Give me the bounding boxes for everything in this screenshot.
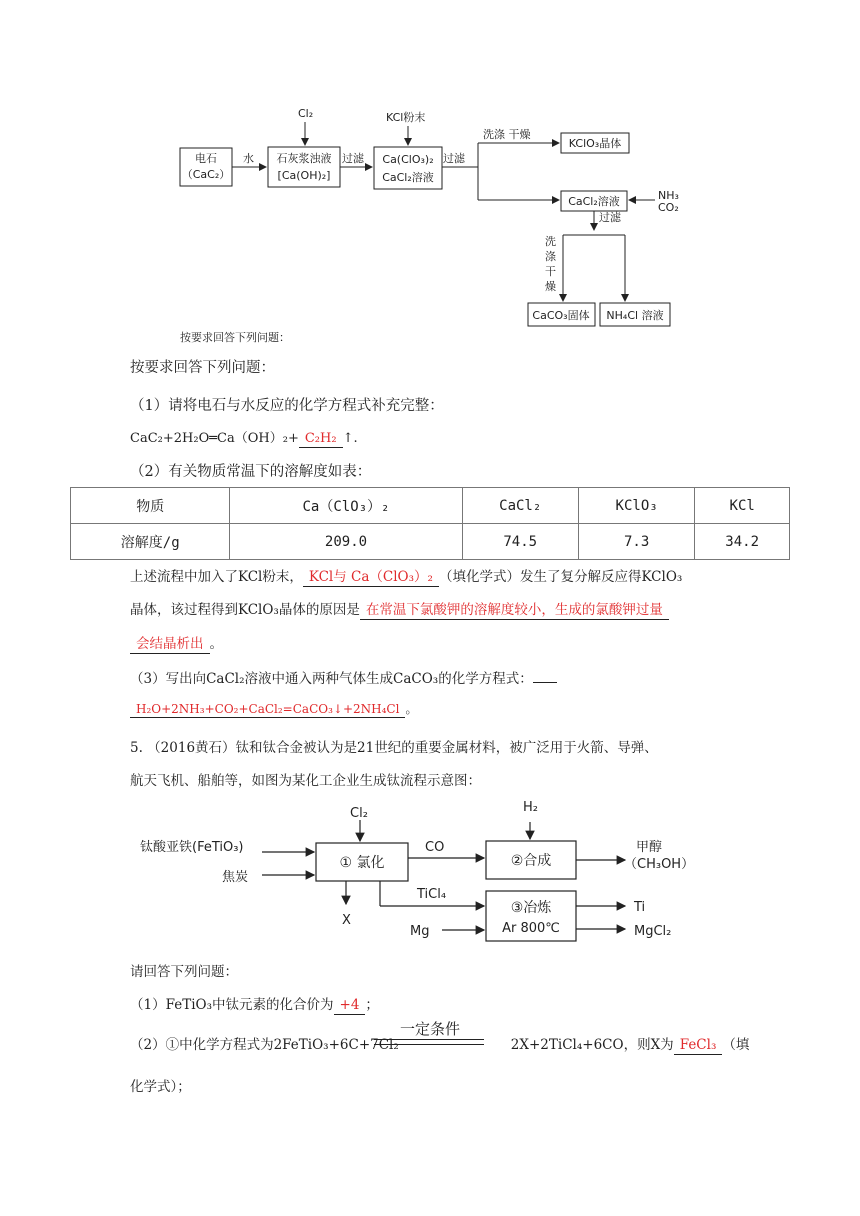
q5-q1-pre: （1）FeTiO₃中钛元素的化合价为 — [130, 997, 334, 1013]
flowchart-caption: 按要求回答下列问题： — [180, 331, 290, 344]
methanol-line1: 甲醇 — [636, 840, 663, 855]
table-header-cell: KClO₃ — [578, 488, 694, 524]
caco3-box: CaCO₃固体 — [532, 309, 590, 322]
caclo3-box-line2: CaCl₂溶液 — [382, 171, 434, 184]
wash-dry-v-4: 燥 — [545, 280, 556, 293]
q5-q2-pre: （2）①中化学方程式为2FeTiO₃+6C+7Cl₂ — [130, 1037, 399, 1053]
cac2-box-line2: （CaC₂） — [181, 168, 231, 181]
synthesis-box: ②合成 — [510, 853, 552, 869]
q2-answer2b: 会结晶析出 — [130, 637, 210, 654]
table-cell: 209.0 — [230, 524, 462, 560]
h2-label: H₂ — [523, 800, 538, 815]
co2-label: CO₂ — [658, 201, 679, 214]
x-label: X — [342, 913, 351, 928]
filter3-label: 过滤 — [599, 211, 621, 224]
cacl2-box: CaCl₂溶液 — [568, 195, 620, 208]
q5-q2-line — [130, 1033, 749, 1055]
nh4cl-box: NH₄Cl 溶液 — [606, 309, 664, 322]
kcl-powder-label: KCl粉末 — [386, 111, 426, 124]
table-header-cell: KCl — [695, 488, 790, 524]
wash-dry-v-2: 涤 — [545, 250, 556, 263]
q2-answer2a: 在常温下氯酸钾的溶解度较小，生成的氯酸钾过量 — [360, 603, 669, 620]
methanol-line2: （CH₃OH） — [624, 857, 695, 872]
q5-q2-answer: FeCl₃ — [674, 1038, 723, 1055]
q5-q2-line2: 化学式）； — [130, 1079, 191, 1095]
q5-q2-post: （填 — [722, 1037, 750, 1053]
q2-text2: （填化学式）发生了复分解反应得KClO₃ — [438, 569, 683, 585]
water-label: 水 — [243, 152, 254, 165]
table-row — [71, 488, 790, 524]
co-label: CO — [425, 840, 445, 855]
q5-prompt: 请回答下列问题： — [130, 964, 238, 980]
flowchart-2 — [0, 790, 860, 950]
wash-dry-v-1: 洗 — [545, 235, 556, 248]
wash-dry-label: 洗涤 干燥 — [483, 128, 531, 141]
q2-text1: 上述流程中加入了KCl粉末， — [130, 569, 303, 585]
smelting-box-line1: ③冶炼 — [510, 900, 552, 916]
q2-text3: 晶体，该过程得到KClO₃晶体的原因是 — [130, 602, 360, 618]
filter1-label: 过滤 — [342, 152, 364, 165]
cl2-label-2: Cl₂ — [350, 806, 368, 821]
q2-line2 — [130, 598, 669, 620]
flowchart-1 — [0, 0, 860, 345]
q2-prompt: （2）有关物质常温下的溶解度如表： — [130, 464, 372, 480]
reaction-condition: 一定条件 — [400, 1020, 461, 1038]
q1-answer: C₂H₂ — [299, 432, 343, 448]
chlorination-box: ① 氯化 — [339, 855, 385, 871]
coke-label: 焦炭 — [222, 870, 249, 885]
cac2-box-line1: 电石 — [195, 152, 217, 165]
kclo3-box: KClO₃晶体 — [568, 137, 622, 150]
table-cell: 74.5 — [462, 524, 578, 560]
table-cell: 溶解度/g — [71, 524, 230, 560]
q2-line1 — [130, 565, 682, 587]
table-cell: 7.3 — [578, 524, 694, 560]
q5-q1-answer: +4 — [334, 998, 366, 1015]
q1-eq-pre: CaC₂+2H₂O═Ca（OH）₂+ — [130, 431, 299, 446]
q3-answer: H₂O+2NH₃+CO₂+CaCl₂=CaCO₃↓+2NH₄Cl — [130, 703, 405, 718]
wash-dry-v-3: 干 — [545, 265, 556, 278]
fetio3-label: 钛酸亚铁(FeTiO₃) — [140, 840, 244, 855]
caclo3-box-line1: Ca(ClO₃)₂ — [382, 153, 434, 166]
solubility-table — [70, 487, 790, 560]
nh3-label: NH₃ — [658, 189, 679, 202]
cl2-label: Cl₂ — [298, 107, 314, 120]
q5-line2: 航天飞机、船舶等，如图为某化工企业生成钛流程示意图： — [130, 773, 481, 789]
q5-q2-mid: 2X+2TiCl₄+6CO，则X为 — [510, 1037, 674, 1053]
q5-line1: 5. （2016黄石）钛和钛合金被认为是21世纪的重要金属材料，被广泛用于火箭、导弹、 — [130, 740, 658, 756]
limemilk-box-line1: 石灰浆浊液 — [276, 152, 332, 165]
mg-label: Mg — [410, 924, 430, 939]
mgcl2-label: MgCl₂ — [634, 924, 672, 939]
intro-text: 按要求回答下列问题： — [130, 360, 275, 376]
filter2-label: 过滤 — [443, 152, 465, 165]
table-header-cell: Ca（ClO₃）₂ — [230, 488, 462, 524]
table-header-cell: CaCl₂ — [462, 488, 578, 524]
ticl4-label: TiCl₄ — [417, 887, 447, 902]
q1-eq-post: ↑. — [342, 431, 358, 446]
smelting-box-line2: Ar 800℃ — [502, 921, 560, 936]
q3-prompt-line — [130, 667, 557, 687]
table-row — [71, 524, 790, 560]
q1-equation — [130, 427, 358, 448]
q5-q1-post: ； — [365, 997, 379, 1013]
ti-label: Ti — [634, 900, 646, 915]
q2-answer1: KCl与 Ca（ClO₃）₂ — [303, 570, 439, 587]
q3-answer-line: H₂O+2NH₃+CO₂+CaCl₂=CaCO₃↓+2NH₄Cl 。 — [130, 700, 417, 718]
table-header-cell: 物质 — [71, 488, 230, 524]
q2-line3: 会结晶析出 。 — [130, 632, 223, 654]
q3-prompt: （3）写出向CaCl₂溶液中通入两种气体生成CaCO₃的化学方程式： — [130, 671, 533, 687]
limemilk-box-line2: [Ca(OH)₂] — [277, 169, 331, 182]
table-cell: 34.2 — [695, 524, 790, 560]
q1-prompt: （1）请将电石与水反应的化学方程式补充完整： — [130, 398, 444, 414]
q5-q1-line — [130, 993, 379, 1015]
